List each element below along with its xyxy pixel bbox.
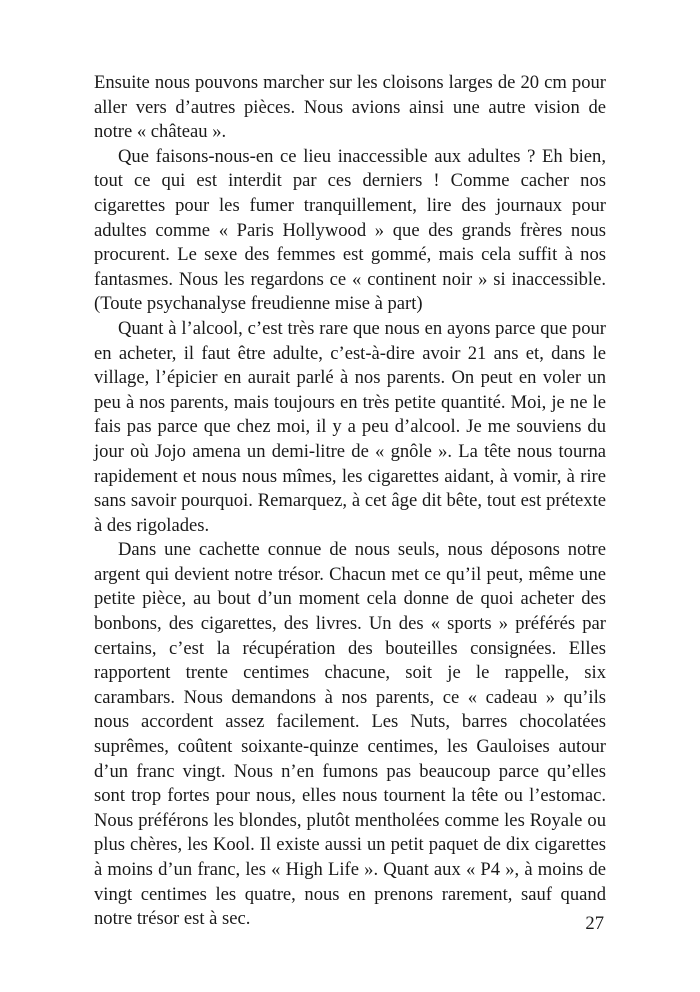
paragraph-1: Ensuite nous pouvons marcher sur les cloisons larges de 20 cm pour aller vers d’autres pièces. Nous avions ainsi une autre vision de notre « château ». [94,72,606,143]
page-number: 27 [585,913,604,934]
paragraph-2: Que faisons-nous-en ce lieu inaccessible aux adultes ? Eh bien, tout ce qui est interdit par ces derniers ! Comme cacher nos cigarettes pour les fumer tranquillement, lire des journaux pour adultes comme « Paris Hollywood » que des grands frères nous procurent. Le sexe des femmes est gommé, mais cela suffit à nos fantasmes. Nous les regardons ce « continent noir » si inaccessible. (Toute psychanalyse freudienne mise à part) [94,145,606,315]
body-text [94,71,606,932]
paragraph-4: Dans une cachette connue de nous seuls, nous déposons notre argent qui devient notre trésor. Chacun met ce qu’il peut, même une petite pièce, au bout d’un moment cela donne de quoi acheter des bonbons, des cigarettes, des livres. Un des « sports » préférés par certains, c’est la récupération des bouteilles consignées. Elles rapportent trente centimes chacune, soit je le rappelle, six carambars. Nous demandons à nos parents, ce « cadeau » qu’ils nous accordent assez facilement. Les Nuts, barres chocolatées suprêmes, coûtent soixante-quinze centimes, les Gauloises autour d’un franc vingt. Nous n’en fumons pas beaucoup parce qu’elles sont trop fortes pour nous, elles nous tournent la tête ou l’estomac. Nous préférons les blondes, plutôt mentholées comme les Royale ou plus chères, les Kool. Il existe aussi un petit paquet de dix cigarettes à moins d’un franc, les « High Life ». Quant aux « P4 », à moins de vingt centimes les quatre, nous en prenons rarement, sauf quand notre trésor est à sec. [94,539,606,930]
paragraph-3: Quant à l’alcool, c’est très rare que nous en ayons parce que pour en acheter, il faut être adulte, c’est-à-dire avoir 21 ans et, dans le village, l’épicier en aurait parlé à nos parents. On peut en voler un peu à nos parents, mais toujours en très petite quantité. Moi, je ne le fais pas parce que chez moi, il y a peu d’alcool. Je me souviens du jour où Jojo amena un demi-litre de « gnôle ». La tête nous tourna rapidement et nous nous mîmes, les cigarettes aidant, à vomir, à rire sans savoir pourquoi. Remarquez, à cet âge dit bête, tout est prétexte à des rigolades. [94,317,606,536]
